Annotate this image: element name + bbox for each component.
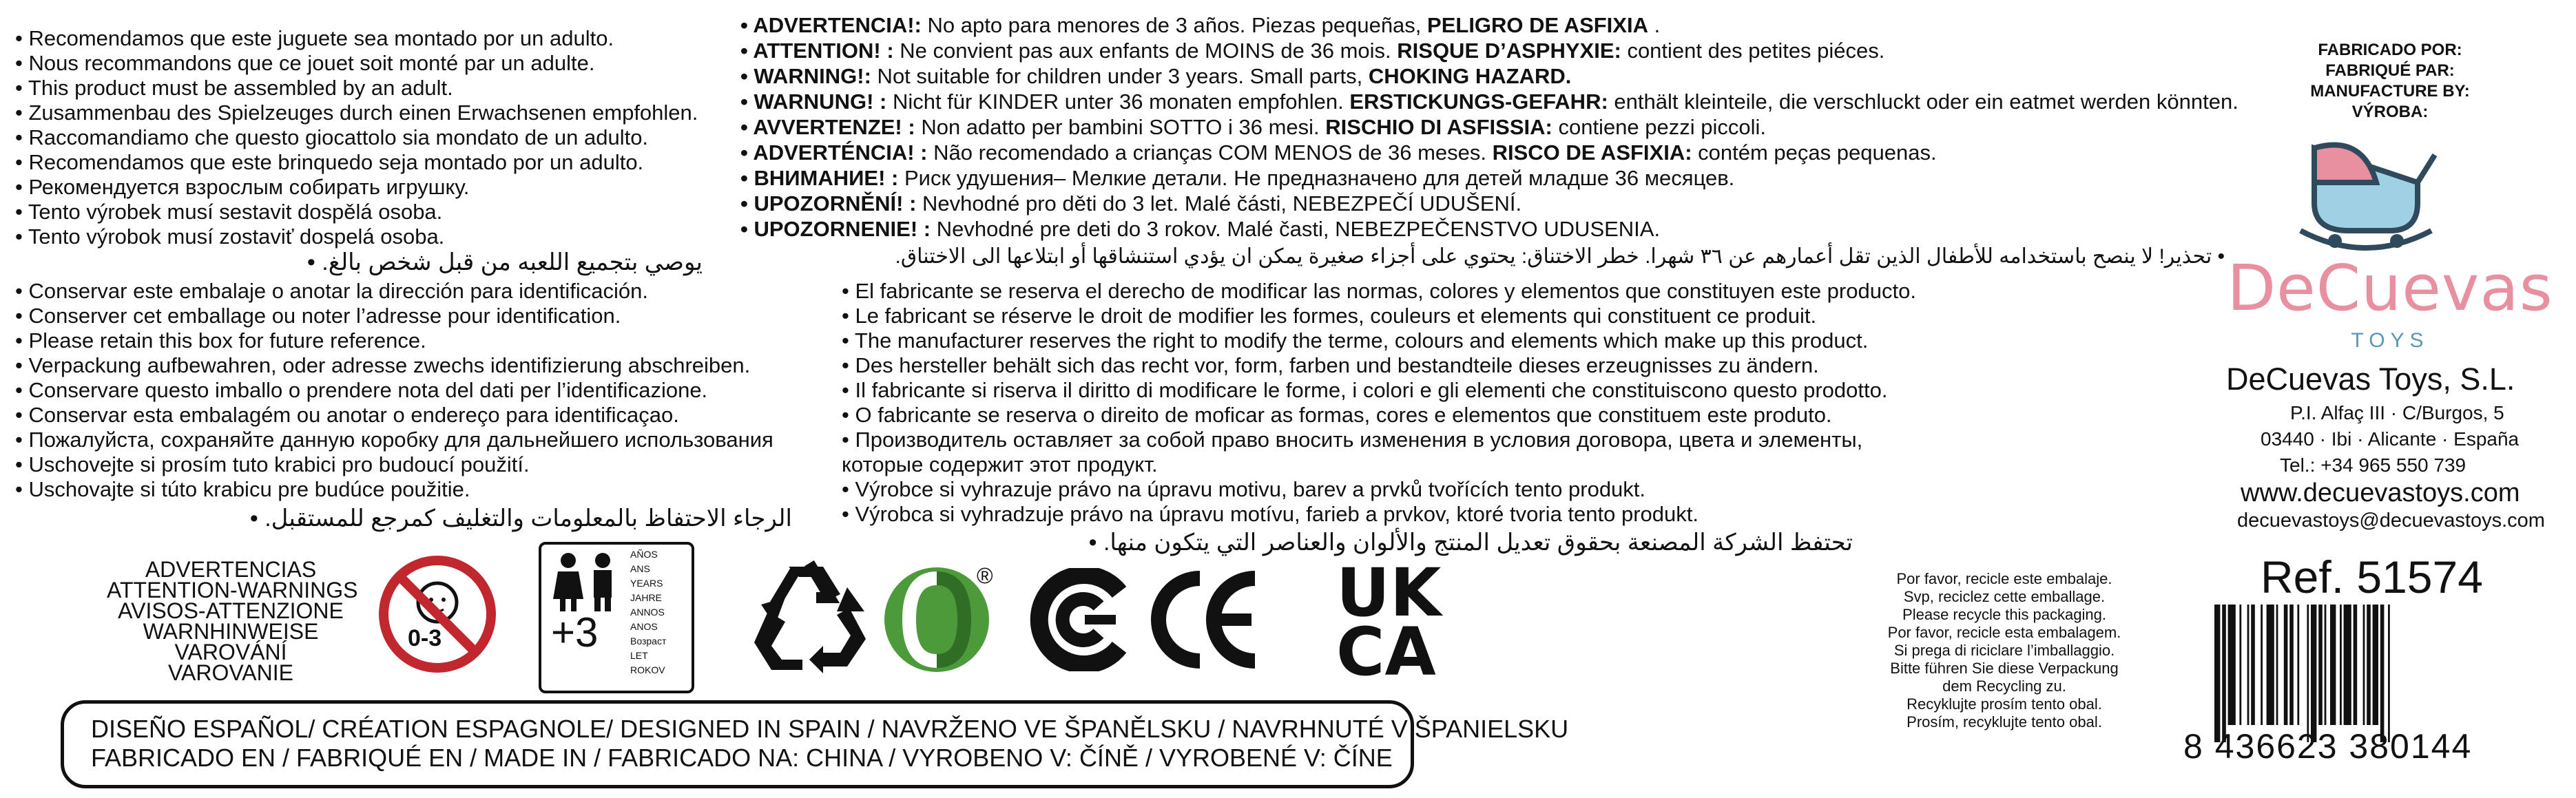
recycle-line: Si prega di riciclare l’imballaggio.: [1893, 642, 2115, 659]
barcode-bar: [2247, 605, 2250, 725]
recycle-line: Bitte führen Sie diese Verpackung: [1890, 660, 2119, 677]
warning-label: • ATTENTION! :: [740, 39, 894, 63]
age-word: YEARS: [630, 578, 663, 589]
age-prohibited-text: 0-3: [408, 625, 442, 651]
warning-line: [740, 165, 2239, 191]
retain-line: • Please retain this box for future reference.: [15, 328, 426, 353]
age-word: ANOS: [630, 621, 658, 632]
warning-hazard: CHOKING HAZARD.: [1368, 64, 1572, 88]
barcode-bar: [2222, 605, 2226, 742]
warning-label: • ВНИМАНИЕ! :: [740, 166, 899, 190]
warning-text: Риск удушения– Мелкие детали. Не предназначено для детей младше 36 месяцев.: [898, 166, 1735, 190]
retain-line: • Пожалуйста, сохраняйте данную коробку для дальнейшего использования: [15, 428, 773, 452]
assembly-line: • Nous recommandons que ce jouet soit monté par un adulte.: [15, 51, 595, 75]
recycle-line: Por favor, recicle este embalaje.: [1896, 570, 2112, 587]
manufacturer-heading-line: VÝROBA:: [2351, 103, 2429, 121]
modify-line: • Výrobce si vyhrazuje právo na úpravu motivu, barev a prvků tvořících tento produkt.: [842, 477, 1646, 501]
assembly-line: • This product must be assembled by an adult.: [15, 76, 453, 100]
stroller-logo-icon: [2287, 127, 2445, 258]
warning-line: [740, 63, 2239, 89]
modify-line: • Il fabricante si riserva il diritto di modificare le forme, i colori e gli elementi che constituiscono questo prodotto.: [842, 378, 1888, 402]
barcode-bar: [2289, 605, 2294, 725]
barcode-bar: [2325, 605, 2327, 725]
modify-line: • Le fabricant se réserve le droit de modifier les formes, couleurs et elements qui constituent ce produit.: [842, 304, 1817, 328]
age-word: Bозраст: [630, 636, 667, 647]
barcode-bar: [2367, 605, 2371, 725]
retain-line: • Uschovajte si túto krabicu pre budúce použitie.: [15, 477, 470, 501]
warnings-label-line: ATTENTION-WARNINGS: [107, 578, 358, 602]
warning-line: [740, 216, 2239, 242]
age-words: [630, 547, 666, 678]
design-line: DISEÑO ESPAÑOL/ CRÉATION ESPAGNOLE/ DESIGNED IN SPAIN / NAVRŽENO VE ŠPANĚLSKU / NAVRHNUTÉ V ŠPANIELSKU: [91, 715, 1569, 743]
warning-text: Not suitable for children under 3 years. Small parts,: [871, 64, 1369, 88]
warning-after: contiene pezzi piccoli.: [1552, 115, 1767, 139]
warning-line: [740, 89, 2239, 114]
modify-line: • Výrobca si vyhradzuje právo na úpravu motívu, farieb a prvkov, ktoré tvoria tento produkt.: [842, 502, 1699, 526]
warning-text: Nevhodné pre deti do 3 rokov. Malé časti, NEBEZPEČENSTVO UDUSENIA.: [931, 217, 1661, 241]
retain-notice: [15, 279, 773, 502]
barcode-bar: [2239, 605, 2241, 725]
warning-hazard: RISCO DE ASFIXIA:: [1492, 140, 1692, 165]
barcode-bar: [2344, 605, 2351, 725]
modify-line: • O fabricante se reserva o direito de moficar as formas, cores e elementos que constituem este produto.: [842, 403, 1832, 427]
warning-line: [740, 191, 2239, 216]
warnings-block: [740, 12, 2239, 242]
age-word: JAHRE: [630, 592, 662, 603]
ukca-bottom: CA: [1336, 613, 1436, 691]
manufacturer-heading-line: FABRIQUÉ PAR:: [2325, 61, 2455, 80]
assembly-line: • Tento výrobok musí zostaviť dospelá osoba.: [15, 224, 445, 249]
barcode-bar: [2297, 605, 2299, 725]
warning-text: Nicht für KINDER unter 36 monaten empfohlen.: [886, 90, 1350, 114]
warning-label: • AVVERTENZE! :: [740, 115, 915, 139]
age-word: LET: [630, 650, 648, 661]
ukca-top: UK: [1336, 554, 1442, 631]
warnings-label-line: WARNHINWEISE: [143, 619, 319, 644]
barcode-bar: [2363, 605, 2365, 725]
barcode-bar: [2251, 605, 2255, 725]
barcode-bar: [2330, 605, 2336, 725]
recycle-icon: [747, 556, 871, 673]
barcode-bar: [2267, 605, 2274, 725]
warning-after: .: [1648, 13, 1661, 37]
ce-mark-icon: [1145, 568, 1262, 671]
warning-line: [740, 38, 2239, 63]
assembly-line: • Recomendamos que este juguete sea montado por un adulto.: [15, 26, 614, 50]
warning-text: No apto para menores de 3 años. Piezas pequeñas,: [921, 13, 1428, 37]
barcode-digits: 8 436623 380144: [2183, 727, 2473, 766]
warning-line: [740, 114, 2239, 140]
barcode-icon: [2214, 605, 2552, 746]
barcode-bar: [2373, 605, 2378, 725]
assembly-line: • Zusammenbau des Spielzeuges durch einen Erwachsenen empfohlen.: [15, 101, 698, 125]
barcode-bar: [2228, 605, 2236, 725]
age-word: ANS: [630, 563, 650, 574]
assembly-line: • Рекомендуется взрослым собирать игрушку.: [15, 175, 470, 199]
barcode-bar: [2380, 605, 2385, 742]
warnings-label-line: AVISOS-ATTENZIONE: [118, 598, 344, 623]
assembly-line: • Tento výrobek musí sestavit dospělá osoba.: [15, 200, 443, 224]
barcode-bar: [2388, 605, 2390, 742]
warning-line: [740, 12, 2239, 38]
modify-line: которые содержит этот продукт.: [842, 452, 1158, 476]
website: www.decuevastoys.com: [2241, 479, 2520, 507]
warning-label: • UPOZORNĚNÍ! :: [740, 191, 917, 216]
modify-line: • Производитель оставляет за собой право вносить изменения в условия договора, цвета и элементы,: [842, 428, 1863, 452]
reference-number: Ref. 51574: [2261, 552, 2483, 602]
modify-line: • El fabricante se reserva el derecho de modificar las normas, colores y elementos que constituyen este producto.: [842, 279, 1916, 303]
registered-mark: ®: [977, 563, 993, 588]
warning-hazard: ERSTICKUNGS-GEFAHR:: [1349, 90, 1608, 114]
retain-line: • Conservar esta embalagém ou anotar o endereço para identificaçao.: [15, 403, 679, 427]
modify-line: • The manufacturer reserves the right to modify the terme, colours and elements which make up this product.: [842, 328, 1869, 353]
barcode-bar: [2318, 605, 2323, 725]
warnings-arabic: • تحذير! لا ينصح باستخدامه للأطفال الذين تقل أعمارهم عن ٣٦ شهرا. خطر الاختناق: يحتوي على أجزاء صغيرة يمكن ان يؤدي استنشاقها أو ابتلاعها الى الاختناق.: [895, 245, 2225, 268]
age-word: AÑOS: [630, 549, 658, 560]
warning-after: contém peças pequenas.: [1692, 140, 1937, 165]
recycle-line: dem Recycling zu.: [1942, 678, 2066, 695]
warning-hazard: RISQUE D’ASPHYXIE:: [1397, 39, 1621, 63]
barcode-bar: [2276, 605, 2278, 725]
warnings-label: [107, 557, 358, 685]
retain-line: • Conserver cet emballage ou noter l’adresse pour identification.: [15, 304, 621, 328]
barcode-bar: [2284, 605, 2288, 725]
manufacturer-heading-line: MANUFACTURE BY:: [2310, 82, 2470, 101]
warnings-label-line: VAROVANIE: [168, 660, 293, 685]
address-line-2: 03440 · Ibi · Alicante · España: [2261, 428, 2520, 450]
warning-text: Non adatto per bambini SOTTO i 36 mesi.: [915, 115, 1326, 139]
recycle-line: Prosím, recyklujte tento obal.: [1907, 713, 2102, 731]
manufacturer-heading: [2232, 40, 2548, 123]
warning-line: [740, 140, 2239, 165]
age-prohibited-icon: [377, 554, 498, 675]
address-line-1: P.I. Alfaç III · C/Burgos, 5: [2290, 402, 2504, 423]
brand-sub: TOYS: [2351, 329, 2429, 352]
warning-label: • ADVERTÉNCIA! :: [740, 140, 928, 165]
retain-arabic: الرجاء الاحتفاظ بالمعلومات والتغليف كمرجع للمستقبل. •: [249, 505, 792, 532]
recycle-line: Svp, reciclez cette emballage.: [1903, 588, 2106, 605]
barcode-bar: [2307, 605, 2309, 742]
age-word: ANNOS: [630, 607, 665, 618]
warning-text: Ne convient pas aux enfants de MOINS de 36 mois.: [893, 39, 1398, 63]
barcode-bar: [2214, 605, 2220, 742]
cardboard-recycle-icon: [1023, 568, 1126, 671]
barcode-bar: [2340, 605, 2342, 725]
barcode-bar: [2261, 605, 2263, 725]
assembly-line: • Recomendamos que este brinquedo seja montado por un adulto.: [15, 150, 644, 174]
retain-line: • Conservare questo imballo o prendere nota del dati per l’identificazione.: [15, 378, 708, 402]
assembly-line: • Raccomandiamo che questo giocattolo sia mondato de un adulto.: [15, 125, 649, 149]
modify-notice: [842, 279, 1916, 527]
email: decuevastoys@decuevastoys.com: [2237, 510, 2545, 532]
warning-label: • UPOZORNENIE! :: [740, 217, 931, 241]
modify-arabic: تحتفظ الشركة المصنعة بحقوق تعديل المنتج والألوان والعناصر التي يتكون منها. •: [1088, 529, 1853, 556]
assembly-arabic: يوصي بتجميع اللعبه من قبل شخص بالغ. •: [307, 249, 703, 275]
warning-text: Nevhodné pro děti do 3 let. Malé části, NEBEZPEČÍ UDUŠENÍ.: [916, 191, 1522, 216]
warning-after: enthält kleinteile, die verschluckt oder ein eatmet werden könnten.: [1608, 90, 2239, 114]
age-plus-three: +3: [551, 609, 599, 655]
age-word: ROKOV: [630, 664, 665, 675]
warning-hazard: PELIGRO DE ASFIXIA: [1427, 13, 1648, 37]
retain-line: • Verpackung aufbewahren, oder adresse zwechs identifizierung abschreiben.: [15, 353, 751, 377]
telephone: Tel.: +34 965 550 739: [2280, 454, 2466, 476]
warning-label: • ADVERTENCIA!:: [740, 13, 922, 37]
recycle-line: Please recycle this packaging.: [1902, 606, 2106, 623]
barcode-bar: [2311, 605, 2316, 742]
warnings-label-line: VAROVÁNÍ: [174, 640, 287, 664]
warnings-label-line: ADVERTENCIAS: [145, 557, 317, 582]
modify-line: • Des hersteller behält sich das recht vor, form, farben und bestandteile dieses erzeugnisses zu ändern.: [842, 353, 1819, 377]
warning-after: contient des petites piéces.: [1621, 39, 1885, 63]
brand-name: DeCuevas: [2227, 251, 2553, 325]
assembly-notice: [15, 26, 698, 249]
warning-label: • WARNUNG! :: [740, 90, 887, 114]
recycle-instructions: [1873, 570, 2135, 731]
manufacturer-heading-line: FABRICADO POR:: [2318, 41, 2462, 59]
warning-text: Não recomendado a crianças COM MENOS de 36 meses.: [927, 140, 1493, 165]
warning-label: • WARNING!:: [740, 64, 871, 88]
made-in-line: FABRICADO EN / FABRIQUÉ EN / MADE IN / FABRICADO NA: CHINA / VYROBENO V: ČÍNĚ / VYROBENÉ V: ČÍNE: [91, 744, 1393, 772]
recycle-line: Por favor, recicle esta embalagem.: [1887, 624, 2121, 641]
retain-line: • Conservar este embalaje o anotar la dirección para identificación.: [15, 279, 648, 303]
barcode-bar: [2354, 605, 2358, 725]
recycle-line: Recyklujte prosím tento obal.: [1907, 695, 2102, 713]
company-name: DeCuevas Toys, S.L.: [2226, 361, 2515, 397]
retain-line: • Uschovejte si prosím tuto krabici pro budoucí použití.: [15, 452, 530, 476]
ukca-mark: [1336, 554, 1442, 691]
green-dot-icon: [882, 565, 992, 675]
warning-hazard: RISCHIO DI ASFISSIA:: [1325, 115, 1552, 139]
children-icon: [548, 551, 623, 613]
